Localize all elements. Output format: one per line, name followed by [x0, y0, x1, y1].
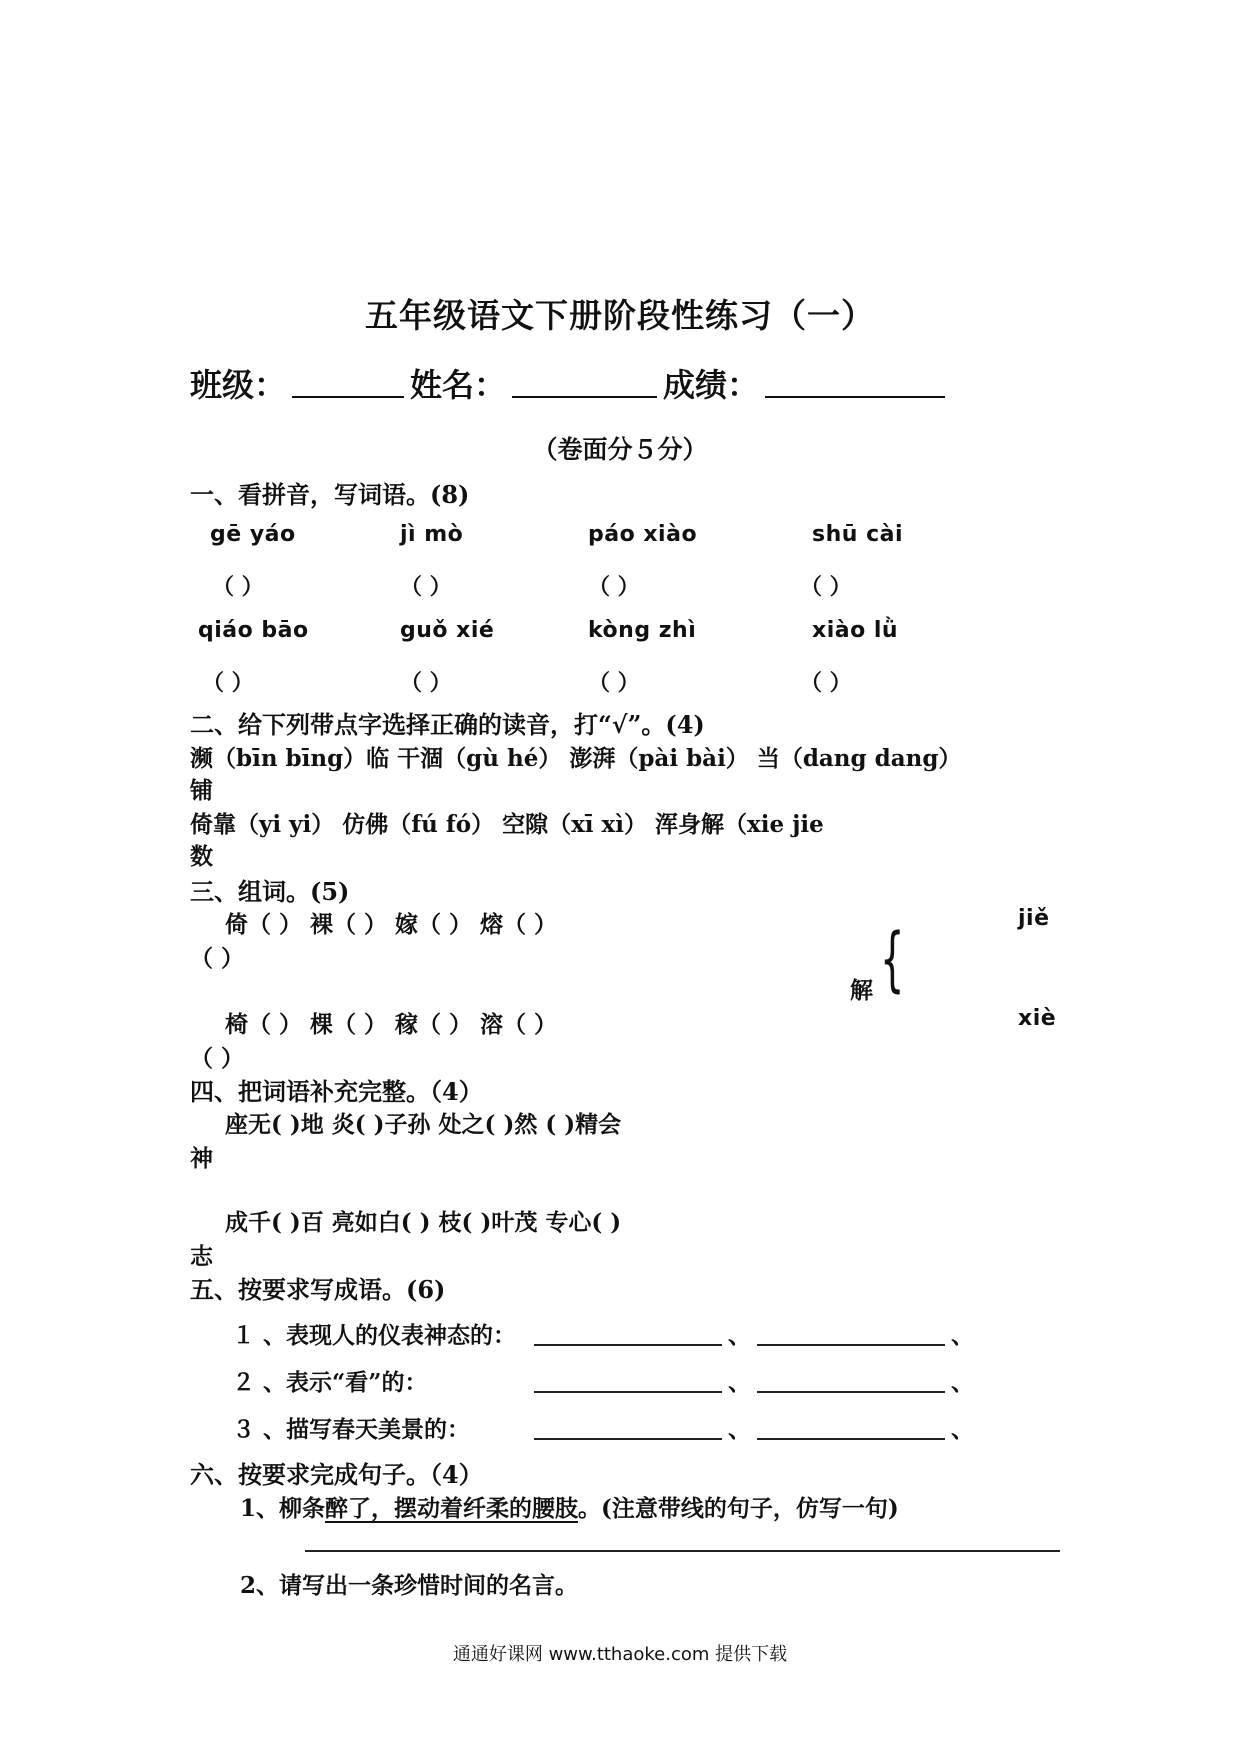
answer-line[interactable]	[757, 1369, 945, 1393]
section-5-heading: 五、按要求写成语。(6)	[190, 1275, 446, 1304]
answer-blank[interactable]: （ ）	[800, 671, 852, 696]
sentence-question-1	[240, 1490, 899, 1523]
pinyin-item: qiáo bāo	[198, 618, 309, 643]
footer-credit: 通通好课网 www.tthaoke.com 提供下载	[452, 1644, 788, 1665]
answer-line[interactable]	[757, 1322, 945, 1346]
section-1-heading: 一、看拼音，写词语。(8)	[190, 480, 470, 509]
pinyin-item: gē yáo	[210, 522, 296, 547]
score-label: 成绩：	[663, 366, 760, 404]
section-3-heading: 三、组词。(5)	[190, 877, 350, 906]
pinyin-item: shū cài	[812, 522, 904, 547]
answer-lines[interactable]	[528, 1411, 974, 1444]
separator: 、	[728, 1369, 751, 1396]
answer-blank[interactable]: （ ）	[588, 575, 640, 600]
reading-line: 濒（bīn bīng）临 干涸（gù hé） 澎湃（pài bài） 当（dang dang）	[190, 745, 962, 772]
pinyin-item: jì mò	[400, 522, 464, 547]
question-text: ３ 、描写春天美景的：	[232, 1416, 471, 1443]
idiom-question-3	[232, 1411, 470, 1444]
reading-line: 数	[190, 843, 213, 870]
idiom-row-cont: 神	[190, 1145, 213, 1172]
section-2-heading: 二、给下列带点字选择正确的读音，打“√”。(4)	[190, 710, 705, 739]
pinyin-item: páo xiào	[588, 522, 698, 547]
idiom-question-1	[232, 1317, 516, 1350]
question-text: ２ 、表示“看”的：	[232, 1369, 428, 1396]
separator: 、	[951, 1322, 974, 1349]
pinyin-item: guǒ xié	[400, 618, 495, 643]
word-row[interactable]: 椅（ ） 棵（ ） 稼（ ） 溶（ ）	[225, 1011, 558, 1038]
answer-line[interactable]	[534, 1416, 722, 1440]
answer-line[interactable]	[534, 1322, 722, 1346]
score-blank[interactable]	[765, 368, 945, 398]
answer-blank[interactable]: （ ）	[588, 671, 640, 696]
sentence-suffix: 。(注意带线的句子，仿写一句)	[578, 1495, 899, 1522]
underlined-phrase: 醉了，摆动着纤柔的腰肢	[325, 1495, 579, 1522]
answer-line[interactable]	[534, 1369, 722, 1393]
pinyin-item: xiè	[1018, 1006, 1057, 1031]
pinyin-item: kòng zhì	[588, 618, 697, 643]
jie-char: 解	[850, 977, 873, 1004]
pinyin-item: jiě	[1018, 906, 1050, 931]
answer-blank[interactable]: （ ）	[800, 575, 852, 600]
separator: 、	[728, 1416, 751, 1443]
student-info	[190, 360, 951, 406]
answer-blank[interactable]: （ ）	[190, 1045, 245, 1072]
answer-blank[interactable]: （ ）	[400, 575, 452, 600]
answer-blank[interactable]: （ ）	[202, 671, 254, 696]
sentence-prefix: 1、柳条	[240, 1495, 326, 1522]
sentence-question-2: 2、请写出一条珍惜时间的名言。	[240, 1572, 579, 1599]
word-row[interactable]: 倚（ ） 裸（ ） 嫁（ ） 熔（ ）	[225, 911, 558, 938]
pinyin-item: xiào lǜ	[812, 618, 899, 643]
question-text: １ 、表现人的仪表神态的：	[232, 1322, 517, 1349]
answer-lines[interactable]	[528, 1317, 974, 1350]
separator: 、	[728, 1322, 751, 1349]
name-blank[interactable]	[512, 368, 657, 398]
page-title: 五年级语文下册阶段性练习（一）	[365, 296, 875, 335]
section-6-heading: 六、按要求完成句子。（4）	[190, 1460, 483, 1489]
answer-blank[interactable]: （ ）	[190, 945, 245, 972]
reading-line: 铺	[190, 777, 213, 804]
class-label: 班级：	[190, 366, 287, 404]
class-blank[interactable]	[292, 368, 404, 398]
section-4-heading: 四、把词语补充完整。（4）	[190, 1077, 483, 1106]
score-note: （卷面分５分）	[532, 435, 708, 464]
reading-line: 倚靠（yi yi） 仿佛（fú fó） 空隙（xī xì） 浑身解（xie jie	[190, 811, 824, 838]
answer-blank[interactable]: （ ）	[212, 575, 264, 600]
answer-line[interactable]	[757, 1416, 945, 1440]
brace-icon: {	[880, 918, 905, 1000]
idiom-question-2	[232, 1364, 427, 1397]
name-label: 姓名：	[410, 366, 507, 404]
answer-line[interactable]	[305, 1548, 1060, 1552]
answer-lines[interactable]	[528, 1364, 974, 1397]
separator: 、	[951, 1416, 974, 1443]
idiom-row[interactable]: 成千( )百 亮如白( ) 枝( )叶茂 专心( )	[225, 1209, 622, 1236]
answer-blank[interactable]: （ ）	[400, 671, 452, 696]
idiom-row-cont: 志	[190, 1243, 213, 1270]
separator: 、	[951, 1369, 974, 1396]
idiom-row[interactable]: 座无( )地 炎( )子孙 处之( )然 ( )精会	[225, 1111, 622, 1138]
